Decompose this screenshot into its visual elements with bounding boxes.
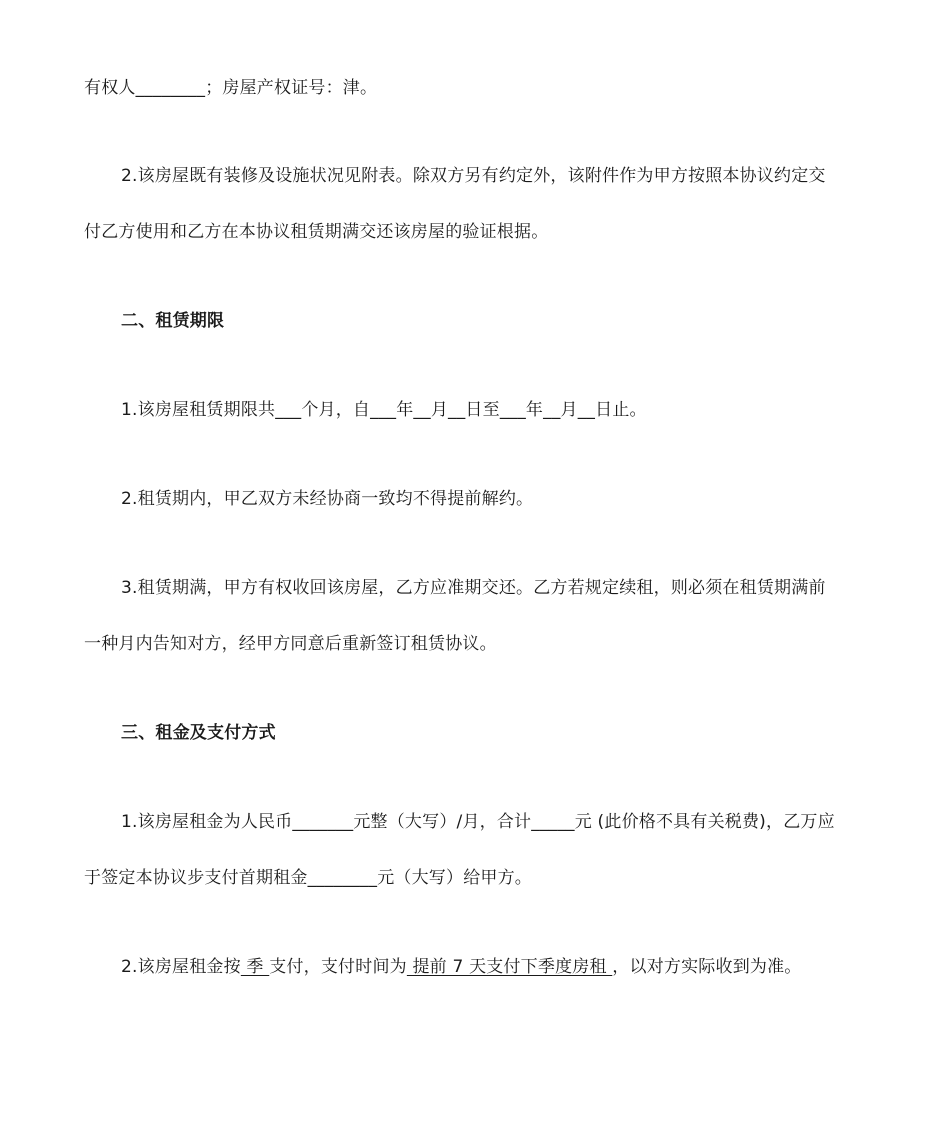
payment-prefix: 2.该房屋租金按 [121,957,241,977]
lease-term-clause-3-line-2: 一种月内告知对方，经甲方同意后重新签订租赁协议。 [84,634,497,654]
payment-middle: 支付，支付时间为 [269,957,407,977]
payment-period: 季 [240,957,270,977]
section-heading-rent-payment: 三、租金及支付方式 [121,723,276,743]
rent-clause-1-line-2: 于签定本协议步支付首期租金________元（大写）给甲方。 [84,868,532,888]
rent-clause-2 [121,955,921,979]
rent-clause-1-line-1: 1.该房屋租金为人民币_______元整（大写）/月，合计_____元 (此价格不具有关税费)，乙万应 [121,812,835,832]
owner-line: 有权人________；房屋产权证号：津。 [84,78,378,98]
lease-term-clause-1: 1.该房屋租赁期限共___个月，自___年__月__日至___年__月__日止。 [121,400,647,420]
lease-term-clause-2: 2.租赁期内，甲乙双方未经协商一致均不得提前解约。 [121,489,534,509]
decoration-clause-line-2: 付乙方使用和乙方在本协议租赁期满交还该房屋的验证根据。 [84,222,549,242]
payment-time: 提前 7 天支付下季度房租 [406,957,613,977]
payment-suffix: ，以对方实际收到为准。 [612,957,802,977]
section-heading-lease-term: 二、租赁期限 [121,311,225,331]
decoration-clause-line-1: 2.该房屋既有装修及设施状况见附表。除双方另有约定外，该附件作为甲方按照本协议约定交 [121,166,826,186]
lease-term-clause-3-line-1: 3.租赁期满，甲方有权收回该房屋，乙方应准期交还。乙方若规定续租，则必须在租赁期满前 [121,578,826,598]
